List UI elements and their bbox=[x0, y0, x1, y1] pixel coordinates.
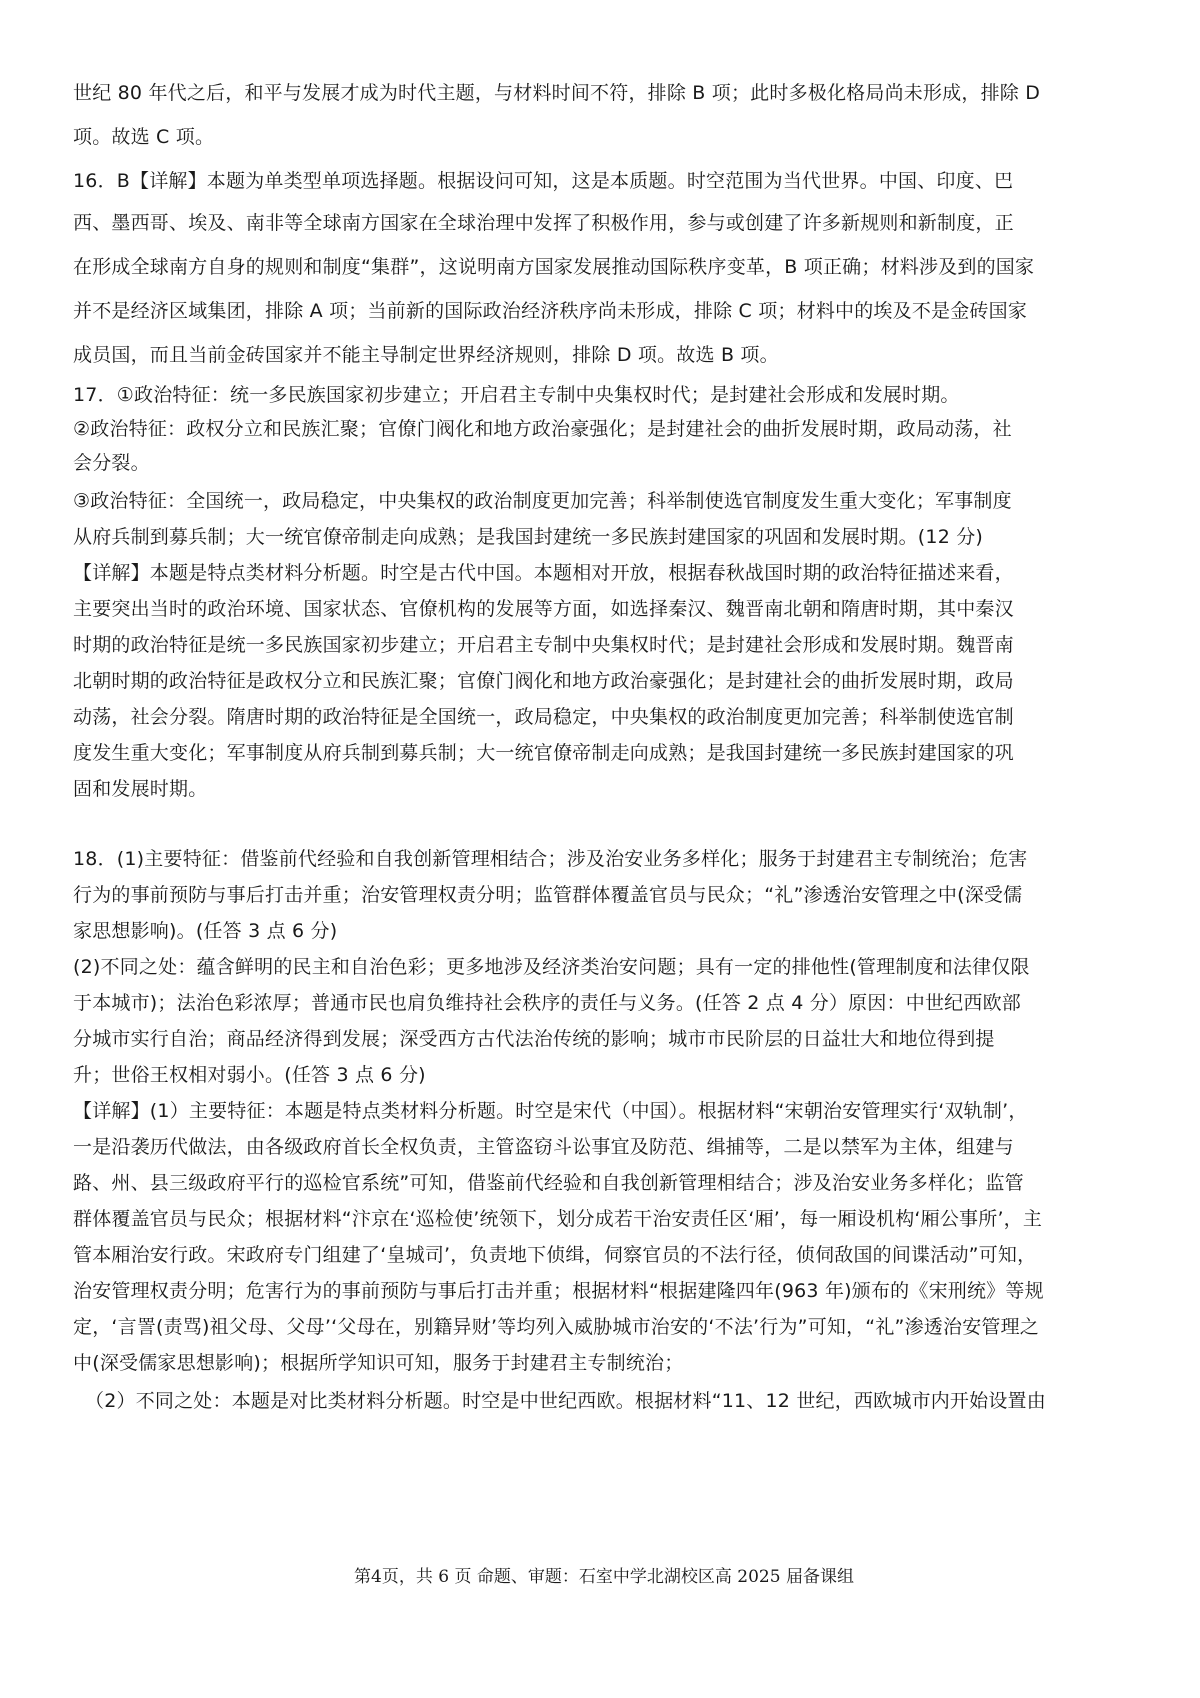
text-line: 成员国，而且当前金砖国家并不能主导制定世界经济规则，排除 D 项。故选 B 项。 bbox=[73, 344, 779, 366]
text-line: 升；世俗王权相对弱小。(任答 3 点 6 分) bbox=[73, 1064, 426, 1086]
text-line: 一是沿袭历代做法，由各级政府首长全权负责，主管盗窃斗讼事宜及防范、缉捕等，二是以禁军为主体，组建与 bbox=[73, 1136, 1014, 1158]
text-line: 路、州、县三级政府平行的巡检官系统”可知，借鉴前代经验和自我创新管理相结合；涉及治安业务多样化；监管 bbox=[73, 1172, 1024, 1194]
text-line: 17．①政治特征：统一多民族国家初步建立；开启君主专制中央集权时代；是封建社会形成和发展时期。 bbox=[73, 384, 960, 406]
text-line: 管本厢治安行政。宋政府专门组建了‘皇城司’，负责地下侦缉，伺察官员的不法行径，侦伺敌国的间谍活动”可知， bbox=[73, 1244, 1037, 1266]
text-line: (2)不同之处：蕴含鲜明的民主和自治色彩；更多地涉及经济类治安问题；具有一定的排他性(管理制度和法律仅限 bbox=[73, 956, 1030, 978]
text-line: 项。故选 C 项。 bbox=[73, 126, 215, 148]
text-line: 度发生重大变化；军事制度从府兵制到募兵制；大一统官僚帝制走向成熟；是我国封建统一多民族封建国家的巩 bbox=[73, 742, 1014, 764]
text-line: 于本城市)；法治色彩浓厚；普通市民也肩负维持社会秩序的责任与义务。(任答 2 点 4 分）原因：中世纪西欧部 bbox=[73, 992, 1021, 1014]
text-line: 群体覆盖官员与民众；根据材料“汴京在‘巡检使’统领下，划分成若干治安责任区‘厢’，每一厢设机构‘厢公事所’，主 bbox=[73, 1208, 1043, 1230]
text-line: 定，‘言詈(责骂)祖父母、父母’‘父母在，别籍异财’等均列入威胁城市治安的‘不法’行为”可知，“礼”渗透治安管理之 bbox=[73, 1316, 1039, 1338]
text-line: 时期的政治特征是统一多民族国家初步建立；开启君主专制中央集权时代；是封建社会形成和发展时期。魏晋南 bbox=[73, 634, 1014, 656]
text-line: 动荡，社会分裂。隋唐时期的政治特征是全国统一，政局稳定，中央集权的政治制度更加完善；科举制使选官制 bbox=[73, 706, 1014, 728]
text-line: 会分裂。 bbox=[73, 452, 150, 474]
text-line: 主要突出当时的政治环境、国家状态、官僚机构的发展等方面，如选择秦汉、魏晋南北朝和隋唐时期，其中秦汉 bbox=[73, 598, 1014, 620]
text-line: 世纪 80 年代之后，和平与发展才成为时代主题，与材料时间不符，排除 B 项；此时多极化格局尚未形成，排除 D bbox=[73, 82, 1041, 104]
text-line: 西、墨西哥、埃及、南非等全球南方国家在全球治理中发挥了积极作用，参与或创建了许多新规则和新制度，正 bbox=[73, 212, 1014, 234]
text-line: 家思想影响)。(任答 3 点 6 分) bbox=[73, 920, 338, 942]
text-line: ②政治特征：政权分立和民族汇聚；官僚门阀化和地方政治豪强化；是封建社会的曲折发展时期，政局动荡，社 bbox=[73, 418, 1012, 440]
text-line: 分城市实行自治；商品经济得到发展；深受西方古代法治传统的影响；城市市民阶层的日益壮大和地位得到提 bbox=[73, 1028, 995, 1050]
text-line: 【详解】本题是特点类材料分析题。时空是古代中国。本题相对开放，根据春秋战国时期的政治特征描述来看， bbox=[73, 562, 1014, 584]
text-line: 治安管理权责分明；危害行为的事前预防与事后打击并重；根据材料“根据建隆四年(963 年)颁布的《宋刑统》等规 bbox=[73, 1280, 1044, 1302]
text-line: 【详解】(1）主要特征：本题是特点类材料分析题。时空是宋代（中国）。根据材料“宋朝治安管理实行‘双轨制’， bbox=[73, 1100, 1028, 1122]
text-line: 中(深受儒家思想影响)；根据所学知识可知，服务于封建君主专制统治； bbox=[73, 1352, 684, 1374]
text-line: 18．(1)主要特征：借鉴前代经验和自我创新管理相结合；涉及治安业务多样化；服务于封建君主专制统治；危害 bbox=[73, 848, 1028, 870]
text-line: 并不是经济区域集团，排除 A 项；当前新的国际政治经济秩序尚未形成，排除 C 项；材料中的埃及不是金砖国家 bbox=[73, 300, 1028, 322]
page-footer: 第4页，共 6 页 命题、审题：石室中学北湖校区高 2025 届备课组 bbox=[354, 1567, 854, 1587]
text-line: 16．B【详解】本题为单类型单项选择题。根据设问可知，这是本质题。时空范围为当代世界。中国、印度、巴 bbox=[73, 170, 1014, 192]
text-line: ③政治特征：全国统一，政局稳定，中央集权的政治制度更加完善；科举制使选官制度发生重大变化；军事制度 bbox=[73, 490, 1012, 512]
text-line: 行为的事前预防与事后打击并重；治安管理权责分明；监管群体覆盖官员与民众；“礼”渗透治安管理之中(深受儒 bbox=[73, 884, 1023, 906]
text-line: 从府兵制到募兵制；大一统官僚帝制走向成熟；是我国封建统一多民族封建国家的巩固和发展时期。(12 分) bbox=[73, 526, 984, 548]
text-line: 固和发展时期。 bbox=[73, 778, 208, 800]
text-line: （2）不同之处：本题是对比类材料分析题。时空是中世纪西欧。根据材料“11、12 世纪，西欧城市内开始设置由 bbox=[85, 1390, 1046, 1412]
text-line: 在形成全球南方自身的规则和制度“集群”，这说明南方国家发展推动国际秩序变革，B 项正确；材料涉及到的国家 bbox=[73, 256, 1035, 278]
text-line: 北朝时期的政治特征是政权分立和民族汇聚；官僚门阀化和地方政治豪强化；是封建社会的曲折发展时期，政局 bbox=[73, 670, 1014, 692]
